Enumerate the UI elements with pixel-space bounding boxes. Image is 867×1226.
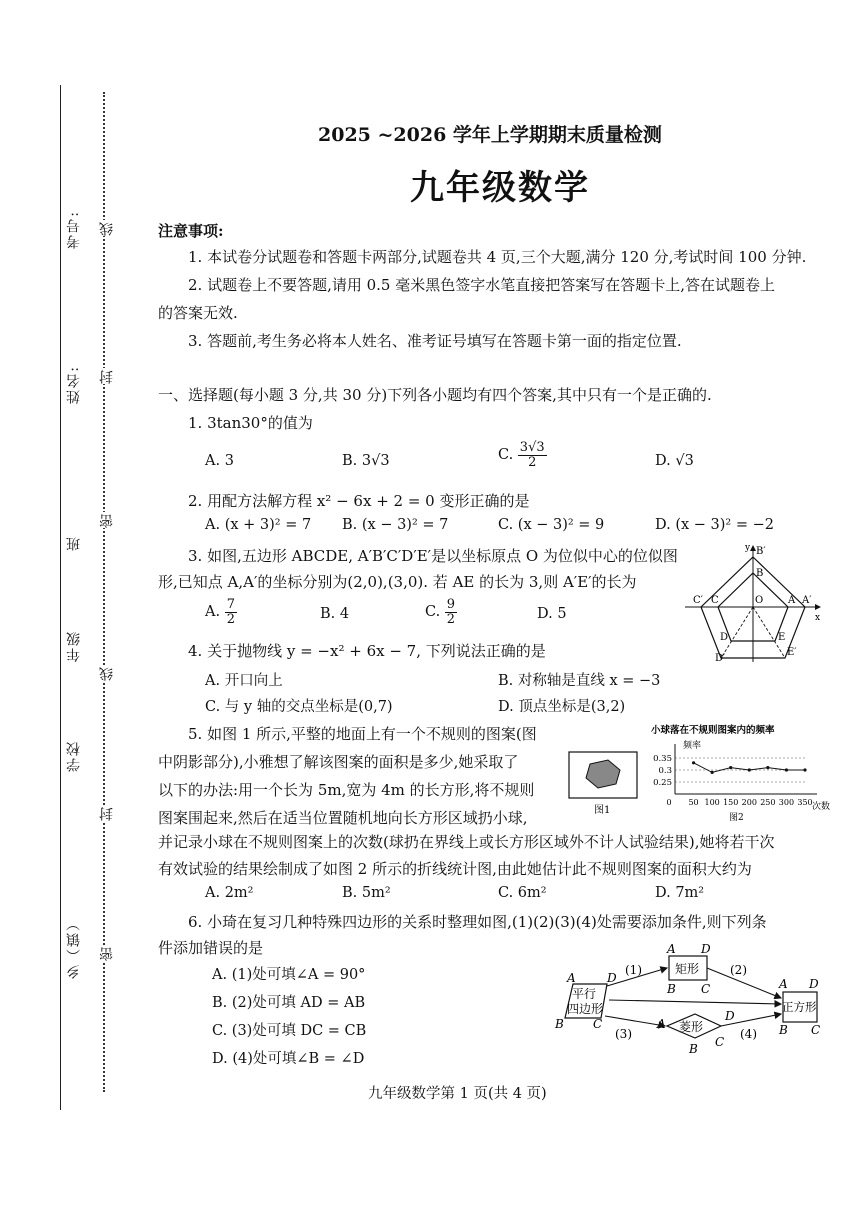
exam-subtitle: 2025 ~2026 学年上学期期末质量检测 [318, 124, 662, 146]
q5-stem: 并记录小球在不规则图案上的次数(球扔在界线上或长方形区域外不计人试验结果),她将若干次 [158, 833, 775, 851]
class-label: 班 [66, 535, 82, 551]
seal-mark: 封 [99, 368, 115, 384]
svg-text:A: A [657, 1017, 666, 1031]
notice-item: 3. 答题前,考生务必将本人姓名、准考证号填写在答题卡第一面的指定位置. [188, 332, 682, 350]
svg-text:D: D [809, 977, 819, 991]
q2-option-c: C. (x − 3)² = 9 [498, 517, 605, 533]
svg-text:B: B [555, 1017, 564, 1031]
q5-stem: 5. 如图 1 所示,平整的地面上有一个不规则的图案(图 [188, 725, 537, 743]
q2-option-b: B. (x − 3)² = 7 [342, 517, 449, 533]
edge-label: (2) [730, 963, 747, 977]
q3-option-b: B. 4 [320, 606, 350, 622]
svg-text:C: C [715, 1035, 725, 1049]
exam-number-label: 考号: [66, 210, 82, 249]
chart-x-tick-label: 100 [704, 798, 720, 807]
node-square: 正方形 [782, 1000, 817, 1014]
q3-stem-line1: 3. 如图,五边形 ABCDE, A′B′C′D′E′是以坐标原点 O 为位似中心的位似图 [188, 547, 678, 565]
svg-text:D: D [701, 942, 711, 956]
exam-title: 九年级数学 [410, 168, 590, 208]
edge-label: (3) [615, 1027, 632, 1041]
q5-stem: 以下的办法:用一个长为 5m,宽为 4m 的长方形,将不规则 [158, 781, 535, 799]
q6-option-a: A. (1)处可填∠A = 90° [212, 967, 366, 983]
svg-text:B′: B′ [756, 546, 766, 557]
svg-text:A: A [779, 977, 788, 991]
chart-x-tick-label: 150 [723, 798, 739, 807]
edge-label: (1) [625, 963, 642, 977]
q1-option-d: D. √3 [655, 453, 694, 469]
node-rhombus: 菱形 [679, 1020, 704, 1034]
q3-pentagon-figure [685, 540, 825, 665]
q4-option-c: C. 与 y 轴的交点坐标是(0,7) [205, 699, 393, 715]
chart-y-tick-label: 0.25 [653, 778, 672, 788]
q5-stem: 有效试验的结果绘制成了如图 2 所示的折线统计图,由此她估计此不规则图案的面积大约为 [158, 860, 752, 878]
svg-text:B: B [689, 1042, 698, 1056]
svg-text:C′: C′ [693, 595, 703, 606]
svg-text:E′: E′ [787, 647, 797, 658]
q3-stem-line2: 形,已知点 A,A′的坐标分别为(2,0),(3,0). 若 AE 的长为 3,则 A′E′的长为 [158, 573, 637, 591]
svg-text:D: D [607, 971, 617, 985]
q1-option-b: B. 3√3 [342, 453, 390, 469]
q3-option-a: A. $\frac{7}{2}$ [205, 597, 235, 627]
fig1-caption: 图1 [594, 805, 611, 816]
svg-text:D: D [720, 632, 729, 643]
q4-option-d: D. 顶点坐标是(3,2) [498, 699, 626, 715]
page-footer: 九年级数学第 1 页(共 4 页) [368, 1086, 547, 1102]
chart-x-label: 次数 [812, 802, 831, 812]
chart-point [785, 768, 788, 771]
svg-text:C: C [811, 1023, 821, 1037]
svg-text:C: C [711, 595, 719, 606]
seal-dotted-line [103, 92, 105, 1092]
svg-text:B: B [779, 1023, 788, 1037]
q4-option-b: B. 对称轴是直线 x = −3 [498, 673, 661, 689]
svg-text:B: B [756, 568, 764, 579]
q2-option-d: D. (x − 3)² = −2 [655, 517, 774, 533]
q6-option-b: B. (2)处可填 AD = AB [212, 995, 366, 1011]
q5-option-b: B. 5m² [342, 885, 391, 901]
q5-stem: 图案围起来,然后在适当位置随机地向长方形区域扔小球, [158, 809, 528, 827]
notice-item: 2. 试题卷上不要答题,请用 0.5 毫米黑色签字水笔直接把答案写在答题卡上,答在试题卷上 [188, 276, 776, 294]
q1-stem: 1. 3tan30°的值为 [188, 414, 313, 432]
section-heading: 一、选择题(每小题 3 分,共 30 分)下列各小题均有四个答案,其中只有一个是正确的. [158, 386, 712, 404]
q5-figure-1 [568, 750, 640, 816]
svg-text:A: A [788, 595, 796, 606]
node-parallelogram: 四边形 [567, 1002, 604, 1016]
chart-point [711, 771, 714, 774]
svg-text:y: y [745, 543, 751, 553]
name-label: 姓名: [66, 365, 82, 404]
q6-quadrilateral-diagram [555, 938, 830, 1060]
q2-stem: 2. 用配方法解方程 x² − 6x + 2 = 0 变形正确的是 [188, 492, 530, 510]
seal-mark: 线 [99, 220, 115, 236]
q1-option-a: A. 3 [205, 453, 234, 469]
q1-option-c: C. $\frac{3√3}{2}$ [498, 440, 545, 470]
svg-text:C: C [701, 982, 711, 996]
q3-option-d: D. 5 [537, 606, 567, 622]
chart-y-tick-label: 0.35 [653, 754, 672, 764]
chart-x-tick-label: 200 [741, 798, 757, 807]
q5-stem: 中阴影部分),小雅想了解该图案的面积是多少,她采取了 [158, 753, 519, 771]
chart-x-tick-label: 250 [760, 798, 776, 807]
q6-stem-line2: 件添加错误的是 [158, 939, 264, 957]
svg-text:C: C [593, 1017, 603, 1031]
edge-label: (4) [740, 1027, 757, 1041]
q4-stem: 4. 关于抛物线 y = −x² + 6x − 7, 下列说法正确的是 [188, 642, 546, 660]
seal-mark: 密 [99, 512, 115, 528]
chart-x-tick-label: 50 [688, 798, 699, 807]
svg-text:A: A [667, 942, 676, 956]
chart-x-tick-label: 0 [666, 798, 672, 807]
q5-option-c: C. 6m² [498, 885, 547, 901]
q4-option-a: A. 开口向上 [205, 673, 283, 689]
q3-option-c: C. $\frac{9}{2}$ [425, 597, 456, 627]
svg-text:B: B [667, 982, 676, 996]
notice-heading: 注意事项: [158, 222, 224, 240]
grade-label: 年级 [66, 630, 82, 662]
q5-option-a: A. 2m² [205, 885, 254, 901]
svg-text:A: A [567, 971, 576, 985]
svg-text:O: O [755, 595, 764, 606]
q5-frequency-chart [645, 722, 835, 822]
node-rectangle: 矩形 [675, 962, 700, 976]
chart-point [748, 768, 751, 771]
q5-option-d: D. 7m² [655, 885, 705, 901]
svg-text:E: E [778, 632, 786, 643]
q2-option-a: A. (x + 3)² = 7 [205, 517, 312, 533]
seal-mark: 线 [99, 665, 115, 681]
chart-x-tick-label: 300 [778, 798, 795, 807]
chart-x-tick-label: 350 [797, 798, 813, 807]
svg-text:D: D [725, 1009, 735, 1023]
fig2-caption: 图2 [729, 813, 744, 822]
chart-y-tick-label: 0.3 [658, 766, 672, 776]
seal-mark: 密 [99, 945, 115, 961]
chart-point [729, 766, 732, 769]
node-parallelogram: 平行 [572, 987, 597, 1001]
township-label: 乡（镇） [66, 915, 82, 979]
q6-stem-line1: 6. 小琦在复习几种特殊四边形的关系时整理如图,(1)(2)(3)(4)处需要添加条件,则下列条 [188, 913, 767, 931]
chart-title: 小球落在不规则图案内的频率 [651, 725, 775, 736]
svg-text:x: x [815, 613, 821, 623]
chart-point [692, 761, 695, 764]
chart-point [803, 768, 806, 771]
chart-point [766, 766, 769, 769]
seal-mark: 封 [99, 805, 115, 821]
binding-line [60, 85, 61, 1110]
q6-option-d: D. (4)处可填∠B = ∠D [212, 1051, 365, 1067]
svg-text:D′: D′ [715, 653, 726, 664]
svg-text:A′: A′ [802, 595, 812, 606]
notice-item: 1. 本试卷分试题卷和答题卡两部分,试题卷共 4 页,三个大题,满分 120 分,考试时间 100 分钟. [188, 248, 807, 266]
chart-y-label: 频率 [683, 741, 702, 751]
q6-option-c: C. (3)处可填 DC = CB [212, 1023, 367, 1039]
school-label: 学校 [66, 740, 82, 772]
notice-item: 的答案无效. [158, 304, 238, 322]
